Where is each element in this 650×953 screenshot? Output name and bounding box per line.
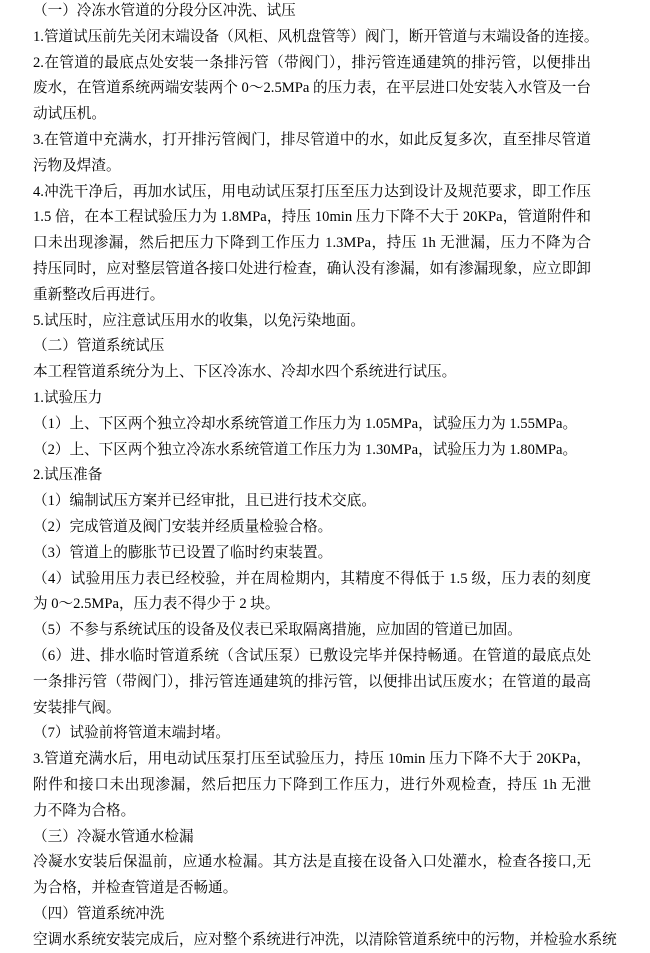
paragraph bbox=[33, 0, 591, 25]
text-line: （6）进、排水临时管道系统（含试压泵）已敷设完毕并保持畅通。在管道的最底点处 bbox=[33, 647, 591, 664]
paragraph bbox=[33, 51, 591, 128]
paragraph bbox=[33, 567, 591, 619]
text-line: 一条排污管（带阀门），排污管连通建筑的排污管，以便排出试压废水；在管道的最高 bbox=[33, 673, 591, 690]
document-body bbox=[33, 0, 617, 953]
text-line: 3.在管道中充满水，打开排污管阀门，排尽管道中的水，如此反复多次，直至排尽管道 bbox=[33, 131, 591, 148]
text-line: （一）冷冻水管道的分段分区冲洗、试压 bbox=[33, 3, 296, 19]
text-line: 力不降为合格。 bbox=[33, 802, 136, 819]
paragraph bbox=[33, 360, 591, 386]
text-line: 5.试压时，应注意试压用水的收集，以免污染地面。 bbox=[33, 312, 366, 329]
text-line: 冷凝水安装后保温前，应通水检漏。其方法是直接在设备入口处灌水，检查各接口,无 bbox=[33, 854, 591, 871]
paragraph bbox=[33, 747, 591, 824]
paragraph bbox=[33, 928, 617, 953]
text-line: 本工程管道系统分为上、下区冷冻水、冷却水四个系统进行试压。 bbox=[33, 364, 457, 381]
text-line: 废水，在管道系统两端安装两个 0～2.5MPa 的压力表，在平层进口处安装入水管及一台 bbox=[33, 80, 591, 97]
paragraph bbox=[33, 825, 591, 851]
text-line: （3）管道上的膨胀节已设置了临时约束装置。 bbox=[33, 544, 333, 561]
text-line: 持压同时，应对整层管道各接口处进行检查，确认没有渗漏，如有渗漏现象，应立即卸 bbox=[33, 260, 591, 277]
text-line: 1.管道试压前先关闭末端设备（风柜、风机盘管等）阀门，断开管道与末端设备的连接。 bbox=[33, 28, 599, 45]
text-line: 空调水系统安装完成后，应对整个系统进行冲洗，以清除管道系统中的污物，并检验水系统 bbox=[33, 931, 617, 948]
paragraph bbox=[33, 386, 591, 412]
text-line: （二）管道系统试压 bbox=[33, 338, 165, 355]
paragraph bbox=[33, 541, 591, 567]
text-line: 4.冲洗干净后，再加水试压，用电动试压泵打压至压力达到设计及规范要求，即工作压 bbox=[33, 183, 591, 200]
text-line: 2.在管道的最底点处安装一条排污管（带阀门），排污管连通建筑的排污管，以便排出 bbox=[33, 54, 591, 71]
text-line: （7）试验前将管道末端封堵。 bbox=[33, 725, 231, 742]
text-line: （1）上、下区两个独立冷却水系统管道工作压力为 1.05MPa，试验压力为 1.55MPa。 bbox=[33, 415, 578, 432]
text-line: （5）不参与系统试压的设备及仪表已采取隔离措施，应加固的管道已加固。 bbox=[33, 622, 522, 639]
text-line: 动试压机。 bbox=[33, 106, 106, 123]
paragraph bbox=[33, 334, 591, 360]
text-line: 口未出现渗漏，然后把压力下降到工作压力 1.3MPa，持压 1h 无泄漏，压力不降为合 bbox=[33, 235, 591, 252]
text-line: （1）编制试压方案并已经审批，且已进行技术交底。 bbox=[33, 493, 376, 510]
paragraph bbox=[33, 902, 591, 928]
paragraph bbox=[33, 850, 591, 902]
paragraph bbox=[33, 128, 591, 180]
text-line: 1.试验压力 bbox=[33, 389, 103, 406]
paragraph bbox=[33, 515, 591, 541]
text-line: 为合格，并检查管道是否畅通。 bbox=[33, 880, 238, 897]
paragraph bbox=[33, 463, 591, 489]
text-line: 3.管道充满水后，用电动试压泵打压至试验压力，持压 10min 压力下降不大于 20KPa， bbox=[33, 751, 591, 768]
text-line: 重新整改后再进行。 bbox=[33, 286, 165, 303]
paragraph bbox=[33, 412, 591, 438]
paragraph bbox=[33, 25, 599, 51]
text-line: 安装排气阀。 bbox=[33, 699, 121, 716]
text-line: 附件和接口未出现渗漏，然后把压力下降到工作压力，进行外观检查，持压 1h 无泄 bbox=[33, 776, 591, 793]
text-line: 污物及焊渣。 bbox=[33, 157, 121, 174]
text-line: 为 0～2.5MPa，压力表不得少于 2 块。 bbox=[33, 596, 280, 613]
paragraph bbox=[33, 618, 591, 644]
text-line: （4）试验用压力表已经校验，并在周检期内，其精度不得低于 1.5 级，压力表的刻度 bbox=[33, 570, 591, 587]
paragraph bbox=[33, 489, 591, 515]
text-line: （四）管道系统冲洗 bbox=[33, 905, 165, 922]
text-line: （三）冷凝水管通水检漏 bbox=[33, 828, 194, 845]
paragraph bbox=[33, 644, 591, 721]
paragraph bbox=[33, 309, 591, 335]
paragraph bbox=[33, 180, 591, 309]
paragraph bbox=[33, 438, 591, 464]
text-line: （2）上、下区两个独立冷冻水系统管道工作压力为 1.30MPa，试验压力为 1.80MPa。 bbox=[33, 441, 578, 458]
text-line: 2.试压准备 bbox=[33, 467, 103, 484]
paragraph bbox=[33, 721, 591, 747]
text-line: （2）完成管道及阀门安装并经质量检验合格。 bbox=[33, 518, 333, 535]
text-line: 1.5 倍，在本工程试验压力为 1.8MPa，持压 10min 压力下降不大于 20KPa，管道附件和 bbox=[33, 209, 591, 226]
